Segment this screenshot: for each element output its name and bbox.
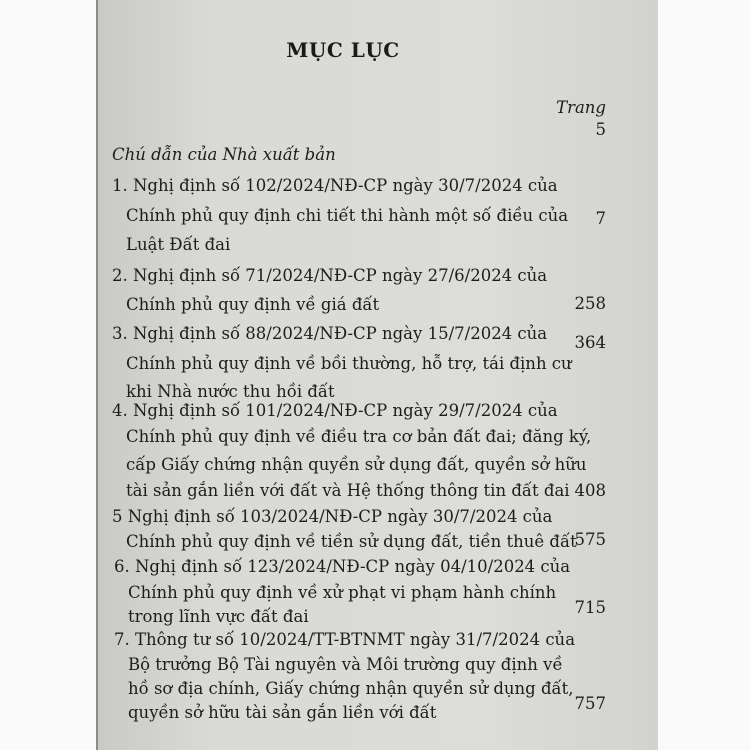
toc-line: cấp Giấy chứng nhận quyền sử dụng đất, quyền sở hữu: [126, 454, 587, 474]
toc-line: khi Nhà nước thu hồi đất: [126, 381, 335, 401]
toc-line: quyền sở hữu tài sản gắn liền với đất: [128, 703, 437, 723]
toc-line: trong lĩnh vực đất đai: [128, 606, 309, 626]
page-column-header: Trang: [556, 98, 606, 117]
toc-page-number: 7: [595, 208, 606, 228]
toc-line: tài sản gắn liền với đất và Hệ thống thông tin đất đai: [126, 480, 570, 500]
book-page: [96, 0, 658, 750]
toc-line: 5 Nghị định số 103/2024/NĐ-CP ngày 30/7/2024 của: [112, 506, 553, 526]
toc-line: 4. Nghị định số 101/2024/NĐ-CP ngày 29/7/2024 của: [112, 401, 558, 421]
page-title: MỤC LỤC: [286, 38, 400, 62]
toc-line: hồ sơ địa chính, Giấy chứng nhận quyền sử dụng đất,: [128, 678, 574, 698]
toc-line: Bộ trưởng Bộ Tài nguyên và Môi trường quy định về: [128, 654, 563, 674]
toc-line: Chính phủ quy định về giá đất: [126, 294, 380, 314]
toc-page-number: 364: [574, 332, 606, 352]
toc-page-number: 715: [574, 597, 606, 617]
toc-page-number: 408: [574, 480, 606, 500]
toc-line: 3. Nghị định số 88/2024/NĐ-CP ngày 15/7/2024 của: [112, 323, 548, 343]
toc-intro: Chú dẫn của Nhà xuất bản: [112, 145, 336, 164]
toc-line: Chính phủ quy định chi tiết thi hành một số điều của: [126, 205, 569, 225]
toc-line: Chính phủ quy định về xử phạt vi phạm hành chính: [128, 582, 557, 602]
toc-page-number: 258: [574, 293, 606, 313]
toc-page-number: 5: [595, 120, 606, 139]
toc-line: 6. Nghị định số 123/2024/NĐ-CP ngày 04/10/2024 của: [114, 557, 571, 577]
toc-page-number: 757: [574, 693, 606, 713]
toc-line: 1. Nghị định số 102/2024/NĐ-CP ngày 30/7/2024 của: [112, 175, 558, 195]
toc-line: 2. Nghị định số 71/2024/NĐ-CP ngày 27/6/2024 của: [112, 265, 548, 285]
toc-line: Chính phủ quy định về bồi thường, hỗ trợ, tái định cư: [126, 353, 572, 373]
toc-line: 7. Thông tư số 10/2024/TT-BTNMT ngày 31/7/2024 của: [114, 630, 576, 650]
toc-line: Chính phủ quy định về điều tra cơ bản đất đai; đăng ký,: [126, 427, 592, 447]
toc-line: Luật Đất đai: [126, 234, 231, 254]
toc-page-number: 575: [574, 530, 606, 550]
toc-line: Chính phủ quy định về tiền sử dụng đất, tiền thuê đất: [126, 532, 577, 552]
